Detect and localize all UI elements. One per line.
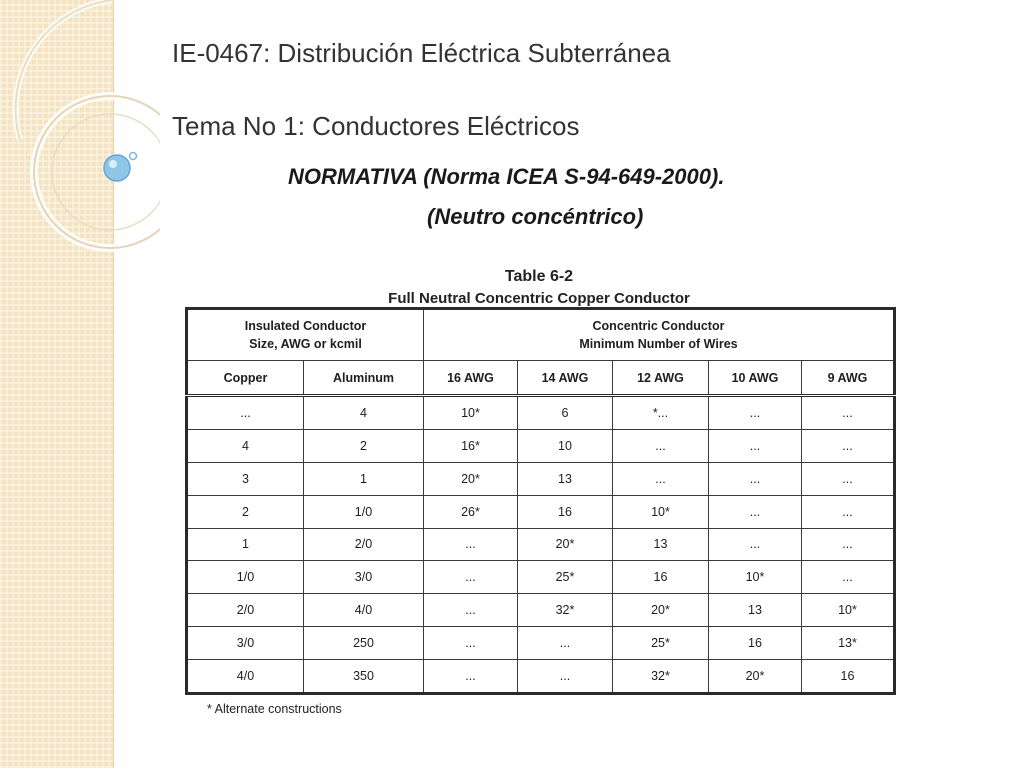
table-cell: 3/0 <box>187 627 304 660</box>
table-cell: 350 <box>304 660 424 694</box>
table-cell: 1 <box>187 528 304 561</box>
table-cell: ... <box>802 462 895 495</box>
header-insulated-conductor: Insulated Conductor Size, AWG or kcmil <box>187 309 424 361</box>
table-cell: 13* <box>802 627 895 660</box>
table-cell: ... <box>424 660 518 694</box>
table-cell: 13 <box>709 594 802 627</box>
table-cell: 13 <box>518 462 613 495</box>
table-row <box>187 396 895 430</box>
column-header: 14 AWG <box>518 361 613 396</box>
table-cell: 2/0 <box>304 528 424 561</box>
table-cell: 10* <box>709 561 802 594</box>
table-cell: 20* <box>709 660 802 694</box>
table-row <box>187 528 895 561</box>
table-cell: 25* <box>518 561 613 594</box>
table-cell: ... <box>424 528 518 561</box>
table-cell: ... <box>613 429 709 462</box>
table-cell: 16 <box>518 495 613 528</box>
slide-subtitle-standard: NORMATIVA (Norma ICEA S-94-649-2000). <box>288 164 725 189</box>
table-cell: 16 <box>802 660 895 694</box>
table-cell: ... <box>709 495 802 528</box>
table-cell: 1/0 <box>187 561 304 594</box>
table-cell: ... <box>709 528 802 561</box>
table-row <box>187 660 895 694</box>
table-cell: ... <box>424 561 518 594</box>
table-cell: 4/0 <box>187 660 304 694</box>
table-cell: 3/0 <box>304 561 424 594</box>
table-cell: ... <box>709 429 802 462</box>
table-cell: 10 <box>518 429 613 462</box>
table-cell: 4 <box>187 429 304 462</box>
table-cell: ... <box>802 561 895 594</box>
table-cell: 3 <box>187 462 304 495</box>
column-header: 16 AWG <box>424 361 518 396</box>
slide-subtitle-concentric: (Neutro concéntrico) <box>427 204 644 229</box>
table-body <box>187 396 895 694</box>
table-cell: ... <box>424 594 518 627</box>
table-cell: 20* <box>424 462 518 495</box>
table-row <box>187 561 895 594</box>
table-row <box>187 429 895 462</box>
table-cell: ... <box>802 528 895 561</box>
column-header: 10 AWG <box>709 361 802 396</box>
table-cell: ... <box>802 495 895 528</box>
table-cell: ... <box>518 660 613 694</box>
table-cell: 25* <box>613 627 709 660</box>
table-caption-number: Table 6-2 <box>504 268 574 285</box>
table-cell: 32* <box>613 660 709 694</box>
table-cell: 10* <box>802 594 895 627</box>
table-row <box>187 627 895 660</box>
column-header: Copper <box>187 361 304 396</box>
table-row <box>187 462 895 495</box>
table-cell: 250 <box>304 627 424 660</box>
blue-bubble-dot-icon <box>104 155 130 181</box>
table-cell: 2 <box>304 429 424 462</box>
table-cell: 32* <box>518 594 613 627</box>
slide-title-course: IE-0467: Distribución Eléctrica Subterránea <box>172 38 671 68</box>
header-concentric-conductor: Concentric Conductor Minimum Number of Wires <box>424 309 895 361</box>
table-cell: 2 <box>187 495 304 528</box>
table-footnote: * Alternate constructions <box>207 702 342 716</box>
table-cell: 10* <box>424 396 518 430</box>
slide-title-topic: Tema No 1: Conductores Eléctricos <box>172 111 580 141</box>
table-cell: ... <box>802 429 895 462</box>
table-cell: 26* <box>424 495 518 528</box>
table-row <box>187 594 895 627</box>
table-cell: ... <box>424 627 518 660</box>
column-header: 12 AWG <box>613 361 709 396</box>
table-cell: ... <box>709 396 802 430</box>
concentric-arc-ornament-icon <box>0 0 160 260</box>
conductor-table <box>185 307 896 695</box>
table-cell: 10* <box>613 495 709 528</box>
column-header: 9 AWG <box>802 361 895 396</box>
table-cell: 13 <box>613 528 709 561</box>
table-cell: 2/0 <box>187 594 304 627</box>
table-cell: *... <box>613 396 709 430</box>
table-cell: 16 <box>709 627 802 660</box>
table-cell: 20* <box>518 528 613 561</box>
table-cell: 20* <box>613 594 709 627</box>
table-row <box>187 495 895 528</box>
table-cell: 1/0 <box>304 495 424 528</box>
table-cell: 4/0 <box>304 594 424 627</box>
table-cell: 16* <box>424 429 518 462</box>
table-cell: 16 <box>613 561 709 594</box>
table-cell: 4 <box>304 396 424 430</box>
table-caption-title: Full Neutral Concentric Copper Conductor <box>388 290 690 307</box>
table-cell: ... <box>518 627 613 660</box>
table-cell: ... <box>187 396 304 430</box>
table-cell: 6 <box>518 396 613 430</box>
table-cell: 1 <box>304 462 424 495</box>
table-cell: ... <box>802 396 895 430</box>
column-header: Aluminum <box>304 361 424 396</box>
table-cell: ... <box>709 462 802 495</box>
table-cell: ... <box>613 462 709 495</box>
